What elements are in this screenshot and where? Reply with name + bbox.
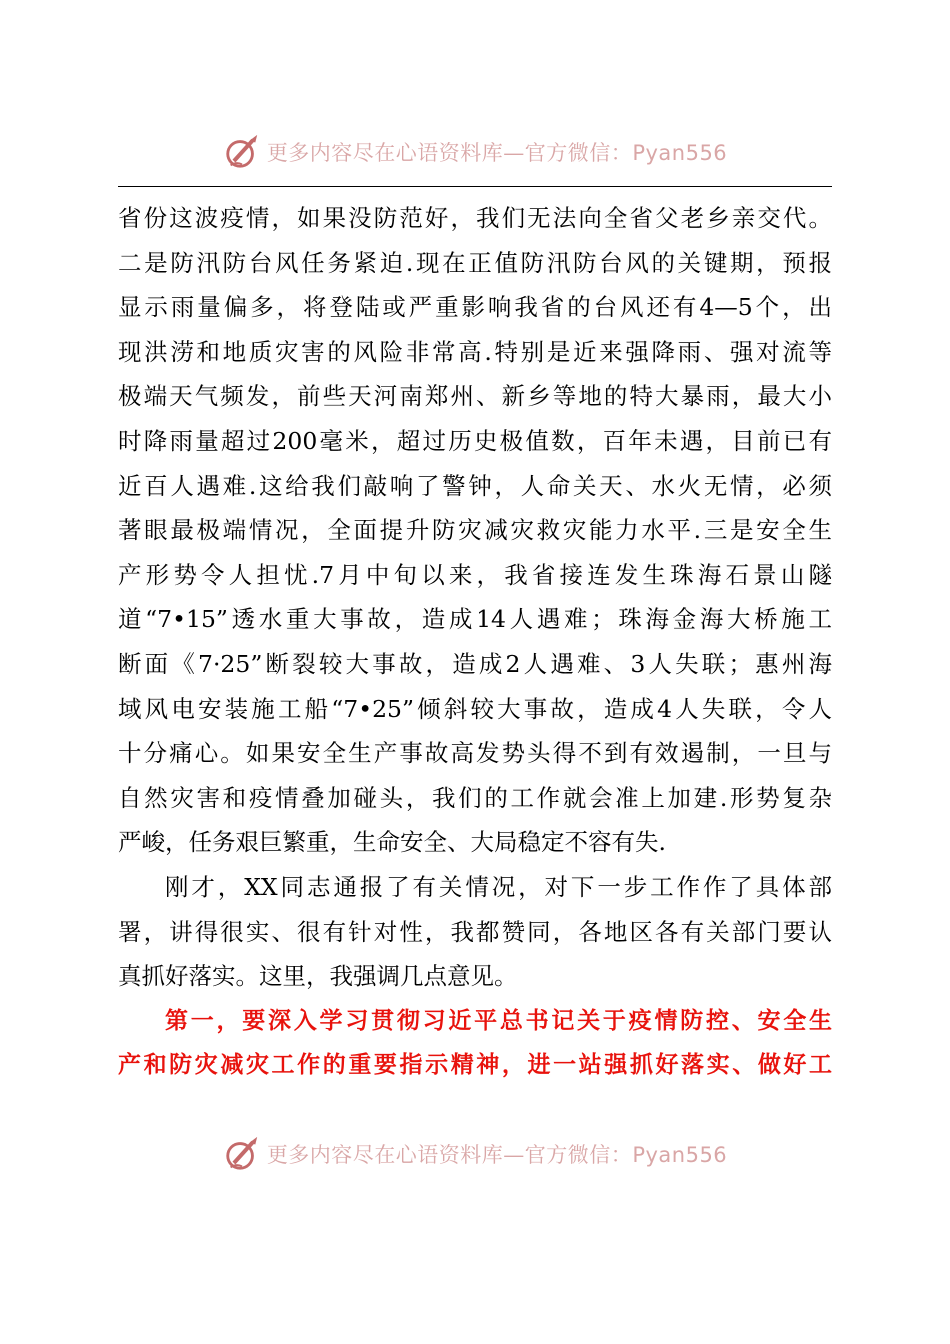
body-line: 极端天气频发，前些天河南郑州、新乡等地的特大暴雨，最大小 xyxy=(118,382,832,411)
footer-banner xyxy=(0,1134,950,1174)
body-line: 自然灾害和疫情叠加碰头，我们的工作就会准上加建.形势复杂 xyxy=(118,783,832,812)
body-line: 刚才，XX同志通报了有关情况，对下一步工作作了具体部 xyxy=(165,872,832,901)
body-line: 真抓好落实。这里，我强调几点意见。 xyxy=(118,962,518,991)
quill-logo-icon xyxy=(223,133,261,171)
header-banner-text: 更多内容尽在心语资料库—官方微信：Pyan556 xyxy=(266,141,728,165)
body-line: 现洪涝和地质灾害的风险非常高.特别是近来强降雨、强对流等 xyxy=(118,337,832,366)
body-line: 断面《7·25”断裂较大事故，造成2人遇难、3人失联；惠州海 xyxy=(118,649,832,678)
body-line: 近百人遇难.这给我们敲响了警钟，人命关天、水火无情，必须 xyxy=(118,471,832,500)
body-line: 道“7•15”透水重大事故，造成14人遇难；珠海金海大桥施工 xyxy=(118,605,832,634)
body-line: 域风电安装施工船“7•25”倾斜较大事故，造成4人失联，令人 xyxy=(118,694,832,723)
header-banner xyxy=(0,132,950,172)
section-heading-line: 第一，要深入学习贯彻习近平总书记关于疫情防控、安全生 xyxy=(165,1007,832,1034)
body-line: 十分痛心。如果安全生产事故高发势头得不到有效遏制，一旦与 xyxy=(118,739,832,768)
body-line: 显示雨量偏多，将登陆或严重影响我省的台风还有4—5个，出 xyxy=(118,293,832,322)
header-divider xyxy=(118,186,832,187)
quill-logo-icon xyxy=(223,1135,261,1173)
body-line: 时降雨量超过200毫米，超过历史极值数，百年未遇，目前已有 xyxy=(118,426,832,455)
document-body xyxy=(118,196,832,1088)
footer-banner-text: 更多内容尽在心语资料库—官方微信：Pyan556 xyxy=(266,1143,728,1167)
section-heading-line: 产和防灾减灾工作的重要指示精神，进一站强抓好落实、做好工 xyxy=(118,1052,832,1079)
body-line: 著眼最极端情况，全面提升防灾减灾救灾能力水平.三是安全生 xyxy=(118,516,832,545)
body-line: 产形势令人担忧.7月中旬以来，我省接连发生珠海石景山隧 xyxy=(118,560,832,589)
body-line: 严峻，任务艰巨繁重，生命安全、大局稳定不容有失. xyxy=(118,828,666,857)
body-line: 署，讲得很实、很有针对性，我都赞同，各地区各有关部门要认 xyxy=(118,917,832,946)
body-line: 二是防汛防台风任务紧迫.现在正值防汛防台风的关键期，预报 xyxy=(118,248,832,277)
body-line: 省份这波疫情，如果没防范好，我们无法向全省父老乡亲交代。 xyxy=(118,204,832,232)
